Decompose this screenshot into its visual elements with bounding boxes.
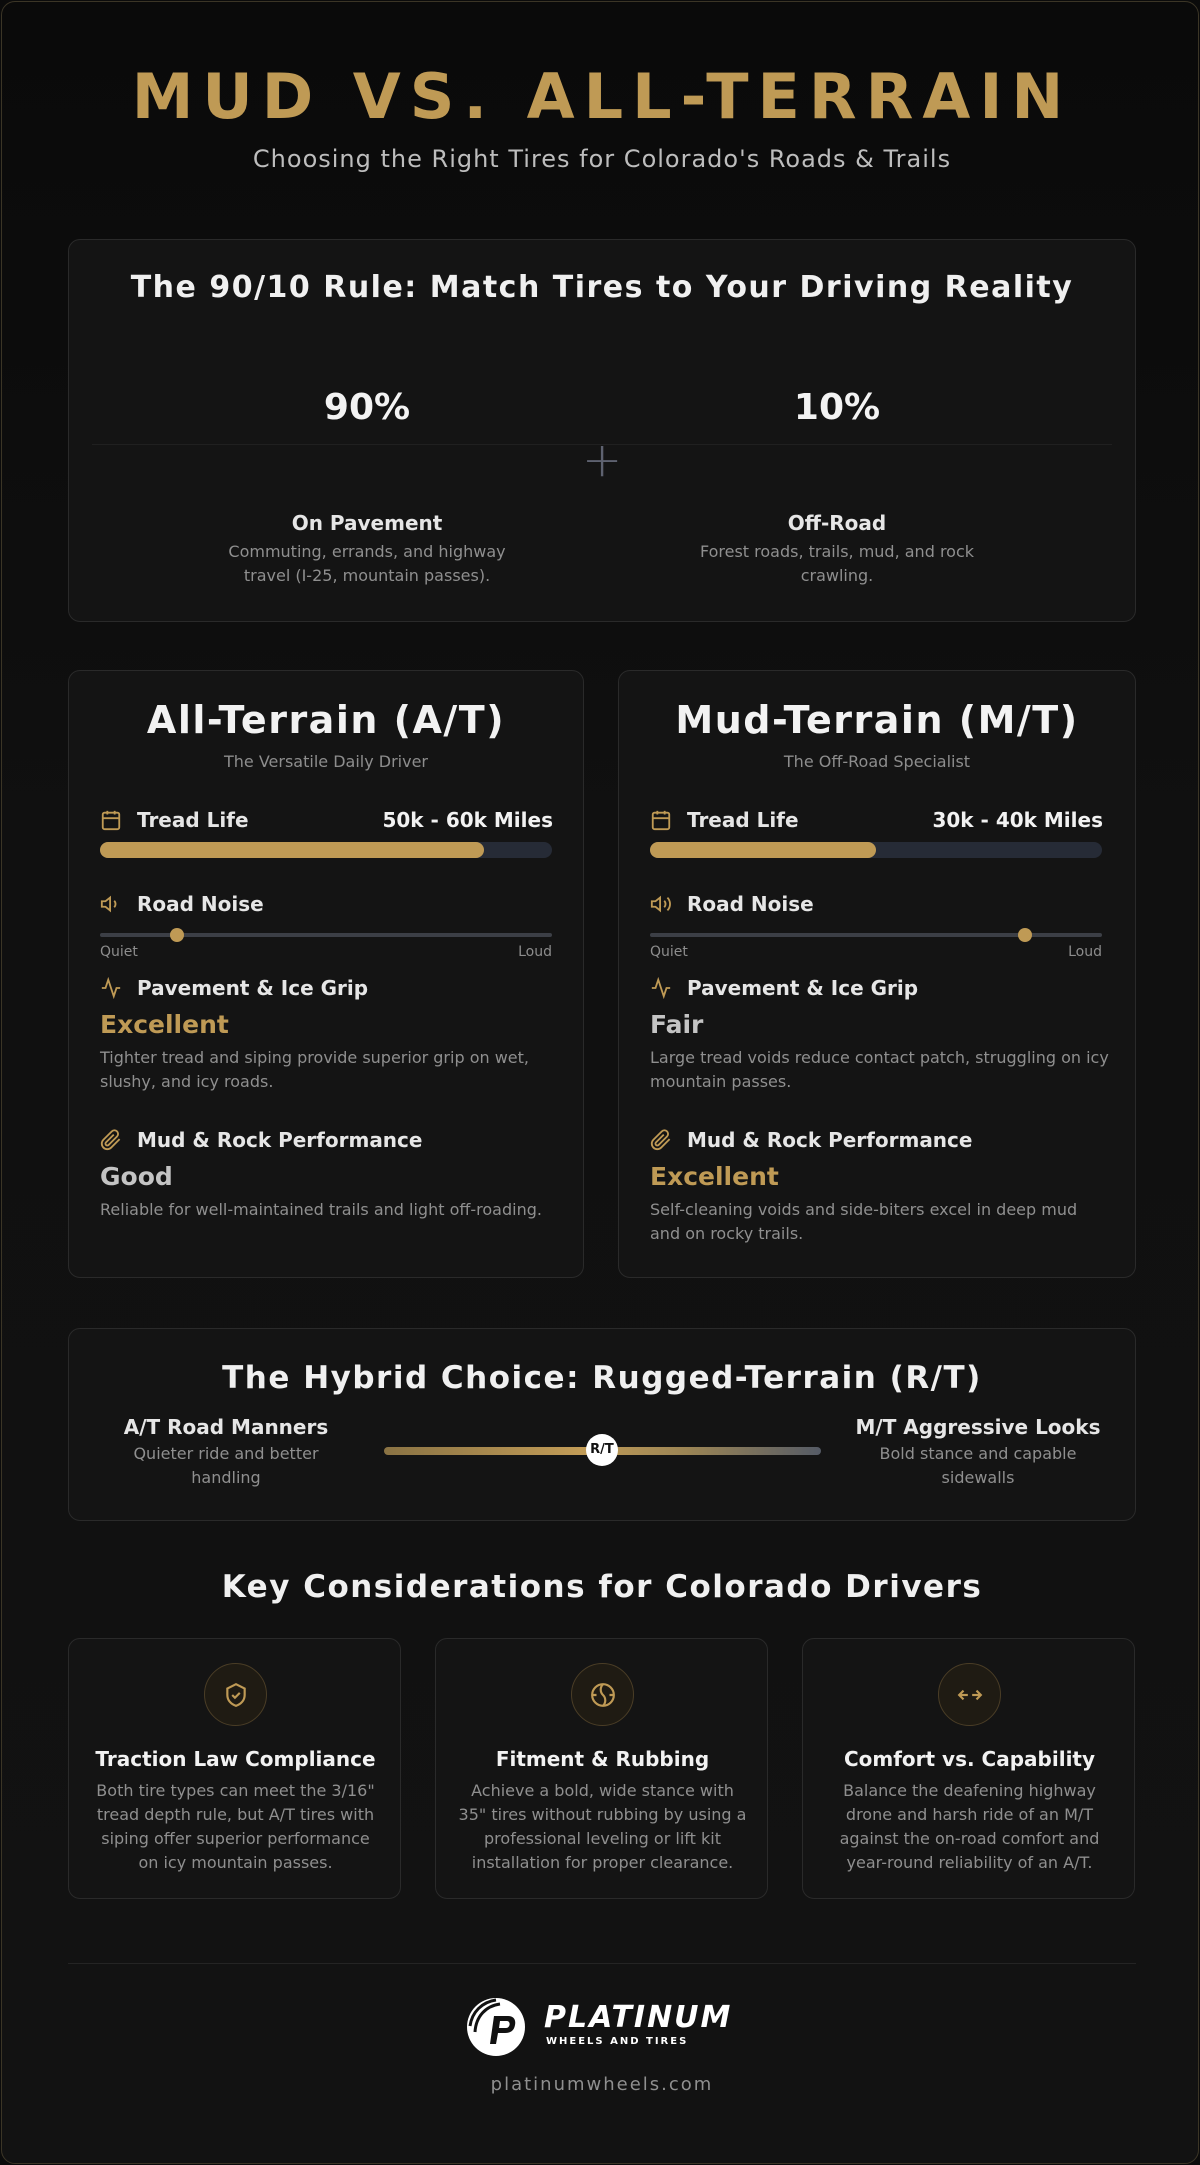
at-tread-fill — [100, 842, 484, 858]
consideration-title: Comfort vs. Capability — [843, 1747, 1096, 1771]
shield-check-icon — [204, 1663, 267, 1726]
logo-mark-icon — [464, 1996, 528, 2058]
consideration-title: Traction Law Compliance — [95, 1747, 376, 1771]
mt-noise-min: Quiet — [650, 944, 688, 960]
mt-noise-max: Loud — [1068, 944, 1102, 960]
hybrid-left-desc: Quieter ride and better handling — [133, 1444, 319, 1487]
page-subtitle: Choosing the Right Tires for Colorado's Roads & Trails — [252, 145, 952, 173]
all-terrain-title: All-Terrain (A/T) — [146, 698, 506, 742]
offroad-percent: 10% — [793, 387, 881, 428]
mt-grip-desc: Large tread voids reduce contact patch, struggling on icy mountain passes. — [650, 1048, 1109, 1091]
hybrid-rt-marker: R/T — [586, 1434, 618, 1466]
rule-title: The 90/10 Rule: Match Tires to Your Driving Reality — [130, 270, 1074, 305]
mt-mud-desc: Self-cleaning voids and side-biters excel in deep mud and on rocky trails. — [650, 1200, 1078, 1243]
hybrid-left-title: A/T Road Manners — [123, 1415, 329, 1439]
at-noise-scale — [100, 933, 552, 937]
brand-logo — [464, 1996, 744, 2060]
offroad-label: Off-Road — [787, 511, 887, 535]
consideration-card-comfort — [802, 1638, 1135, 1899]
calendar-icon — [100, 809, 122, 831]
hybrid-right-desc: Bold stance and capable sidewalls — [879, 1444, 1077, 1487]
pavement-label: On Pavement — [291, 511, 443, 535]
mt-mud-rating: Excellent — [650, 1162, 779, 1191]
footer-divider — [68, 1963, 1136, 1964]
at-tread-label: Tread Life — [137, 808, 249, 832]
infographic-frame — [1, 1, 1199, 2164]
consideration-desc: Balance the deafening highway drone and harsh ride of an M/T against the on-road comfort and year-round reliability of an A/T. — [839, 1781, 1100, 1872]
tire-icon — [571, 1663, 634, 1726]
consideration-desc: Achieve a bold, wide stance with 35" tires without rubbing by using a professional leveling or lift kit installation for proper clearance. — [458, 1781, 747, 1872]
at-grip-desc: Tighter tread and siping provide superior grip on wet, slushy, and icy roads. — [100, 1048, 529, 1091]
hybrid-title: The Hybrid Choice: Rugged-Terrain (R/T) — [222, 1360, 982, 1396]
mt-tread-fill — [650, 842, 876, 858]
hybrid-right-title: M/T Aggressive Looks — [855, 1415, 1101, 1439]
speaker-loud-icon — [650, 893, 672, 915]
at-grip-label: Pavement & Ice Grip — [137, 976, 369, 1000]
mt-noise-label: Road Noise — [687, 892, 814, 916]
at-noise-label: Road Noise — [137, 892, 264, 916]
mt-tread-label: Tread Life — [687, 808, 799, 832]
at-mud-desc: Reliable for well-maintained trails and light off-roading. — [100, 1200, 542, 1219]
considerations-title: Key Considerations for Colorado Drivers — [221, 1569, 983, 1605]
offroad-desc: Forest roads, trails, mud, and rock crawling. — [699, 542, 975, 585]
consideration-card-traction — [68, 1638, 401, 1899]
consideration-desc: Both tire types can meet the 3/16" tread depth rule, but A/T tires with siping offer superior performance on icy mountain passes. — [96, 1781, 375, 1872]
consideration-title: Fitment & Rubbing — [495, 1747, 710, 1771]
mt-grip-label: Pavement & Ice Grip — [687, 976, 919, 1000]
paperclip-icon — [650, 1129, 672, 1151]
at-mud-rating: Good — [100, 1162, 173, 1191]
mud-terrain-subtitle: The Off-Road Specialist — [783, 752, 971, 771]
at-noise-min: Quiet — [100, 944, 138, 960]
mt-grip-rating: Fair — [650, 1010, 704, 1039]
activity-icon — [100, 977, 122, 999]
calendar-icon — [650, 809, 672, 831]
mt-noise-scale — [650, 933, 1102, 937]
at-grip-rating: Excellent — [100, 1010, 229, 1039]
at-noise-marker — [170, 928, 184, 942]
at-noise-max: Loud — [518, 944, 552, 960]
pavement-percent: 90% — [323, 387, 411, 428]
arrows-left-right-icon — [938, 1663, 1001, 1726]
mud-terrain-title: Mud-Terrain (M/T) — [675, 698, 1079, 742]
pavement-desc: Commuting, errands, and highway travel (I-25, mountain passes). — [228, 542, 506, 585]
plus-icon: + — [582, 432, 623, 488]
mt-tread-value: 30k - 40k Miles — [932, 808, 1103, 832]
logo-wordmark: PLATINUM — [544, 2000, 733, 2035]
page-title: MUD VS. ALL-TERRAIN — [131, 60, 1073, 133]
footer-url[interactable]: platinumwheels.com — [490, 2074, 714, 2095]
mt-tread-bar — [650, 842, 1102, 858]
at-tread-bar — [100, 842, 552, 858]
speaker-icon — [100, 893, 122, 915]
at-mud-label: Mud & Rock Performance — [137, 1128, 423, 1152]
logo-tagline: WHEELS AND TIRES — [546, 2036, 689, 2047]
consideration-card-fitment — [435, 1638, 768, 1899]
at-tread-value: 50k - 60k Miles — [382, 808, 553, 832]
activity-icon — [650, 977, 672, 999]
paperclip-icon — [100, 1129, 122, 1151]
mt-mud-label: Mud & Rock Performance — [687, 1128, 973, 1152]
all-terrain-subtitle: The Versatile Daily Driver — [223, 752, 428, 771]
